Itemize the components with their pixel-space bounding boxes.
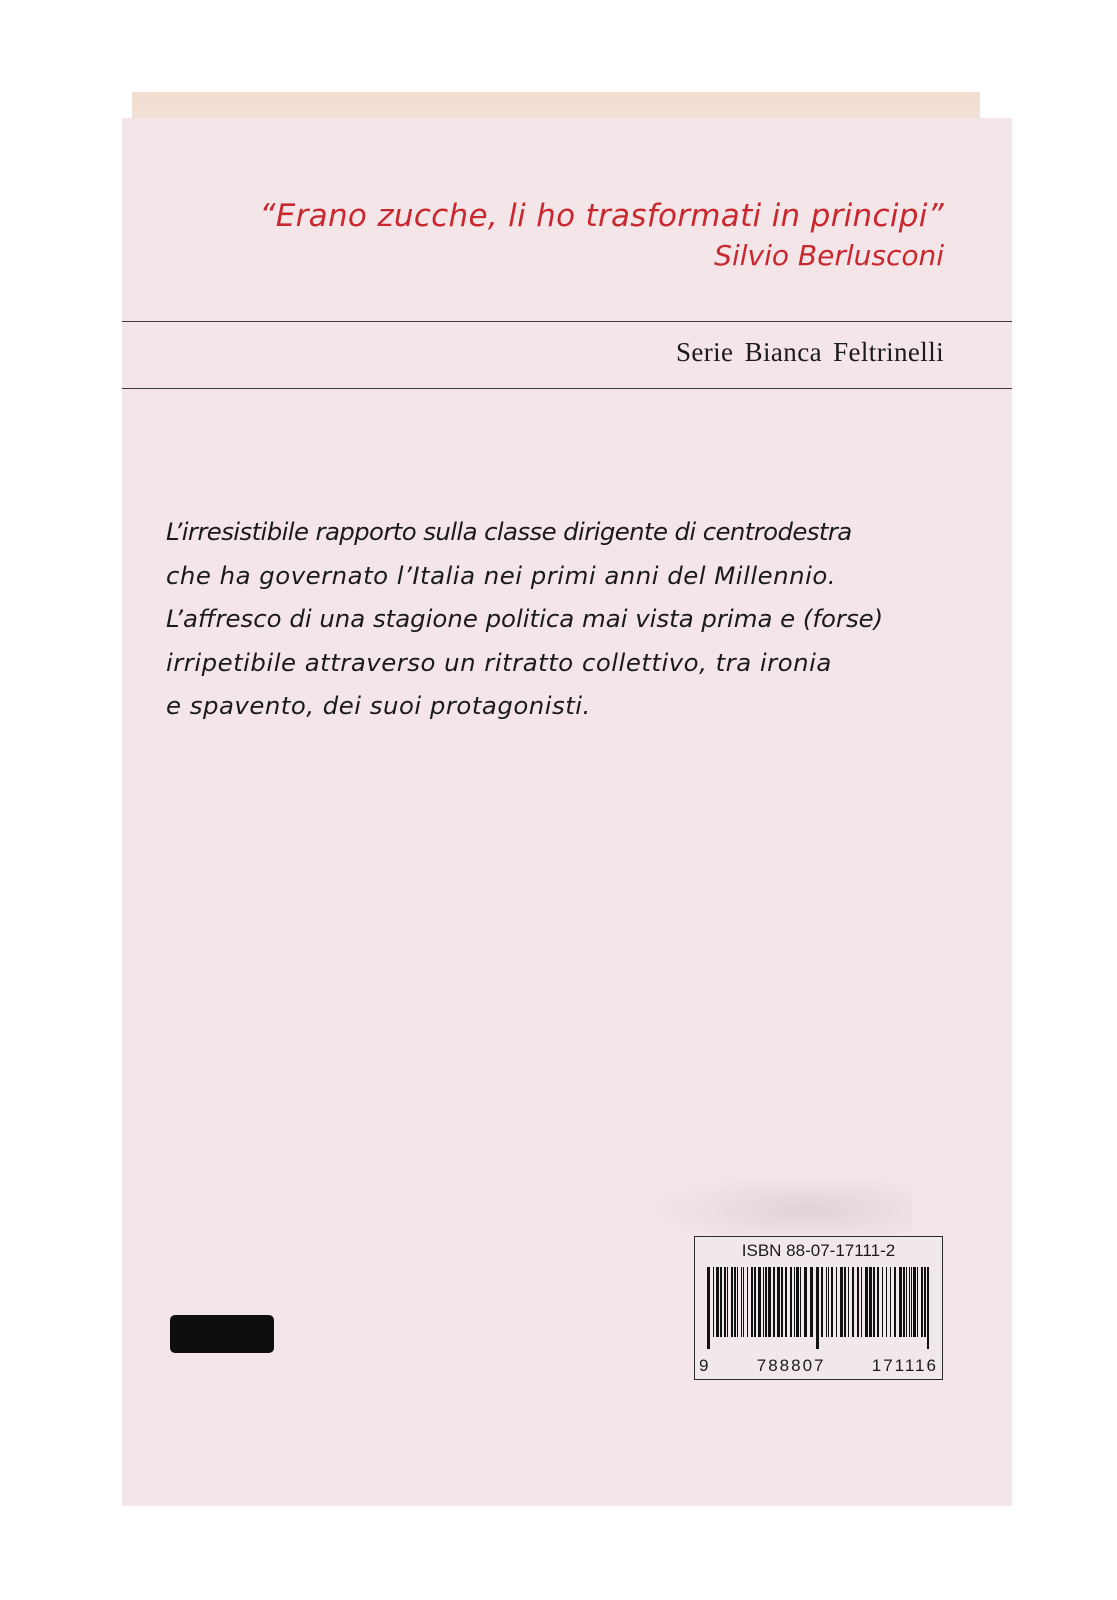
ean-first-digit: 9 — [699, 1356, 711, 1375]
blurb-line: L’affresco di una stagione politica mai vista prima e (forse) — [166, 604, 884, 633]
barcode-bars — [701, 1267, 936, 1349]
blurb-text — [166, 510, 966, 728]
quote-text: “Erano zucche, li ho trasformati in principi” — [259, 198, 944, 234]
quote-block — [259, 196, 944, 274]
series-label: Serie Bianca Feltrinelli — [675, 337, 944, 367]
isbn-text: ISBN 88-07-17111-2 — [741, 1241, 896, 1260]
quote-author: Silvio Berlusconi — [714, 239, 944, 272]
ean-digits — [699, 1356, 938, 1376]
barcode-label — [694, 1236, 943, 1380]
blurb-line: L’irresistibile rapporto sulla classe dirigente di centrodestra — [166, 517, 852, 546]
ean-left-group: 788807 — [756, 1356, 826, 1375]
label-residue — [650, 1174, 912, 1234]
divider-bottom — [122, 388, 1012, 389]
blurb-line: che ha governato l’Italia nei primi anni del Millennio. — [166, 560, 837, 590]
black-sticker — [170, 1315, 274, 1353]
blurb-line: e spavento, dei suoi protagonisti. — [166, 691, 591, 720]
back-cover — [122, 118, 1012, 1506]
blurb-line: irripetibile attraverso un ritratto collettivo, tra ironia — [166, 647, 832, 677]
divider-top — [122, 321, 1012, 322]
ean-right-group: 171116 — [871, 1356, 938, 1375]
